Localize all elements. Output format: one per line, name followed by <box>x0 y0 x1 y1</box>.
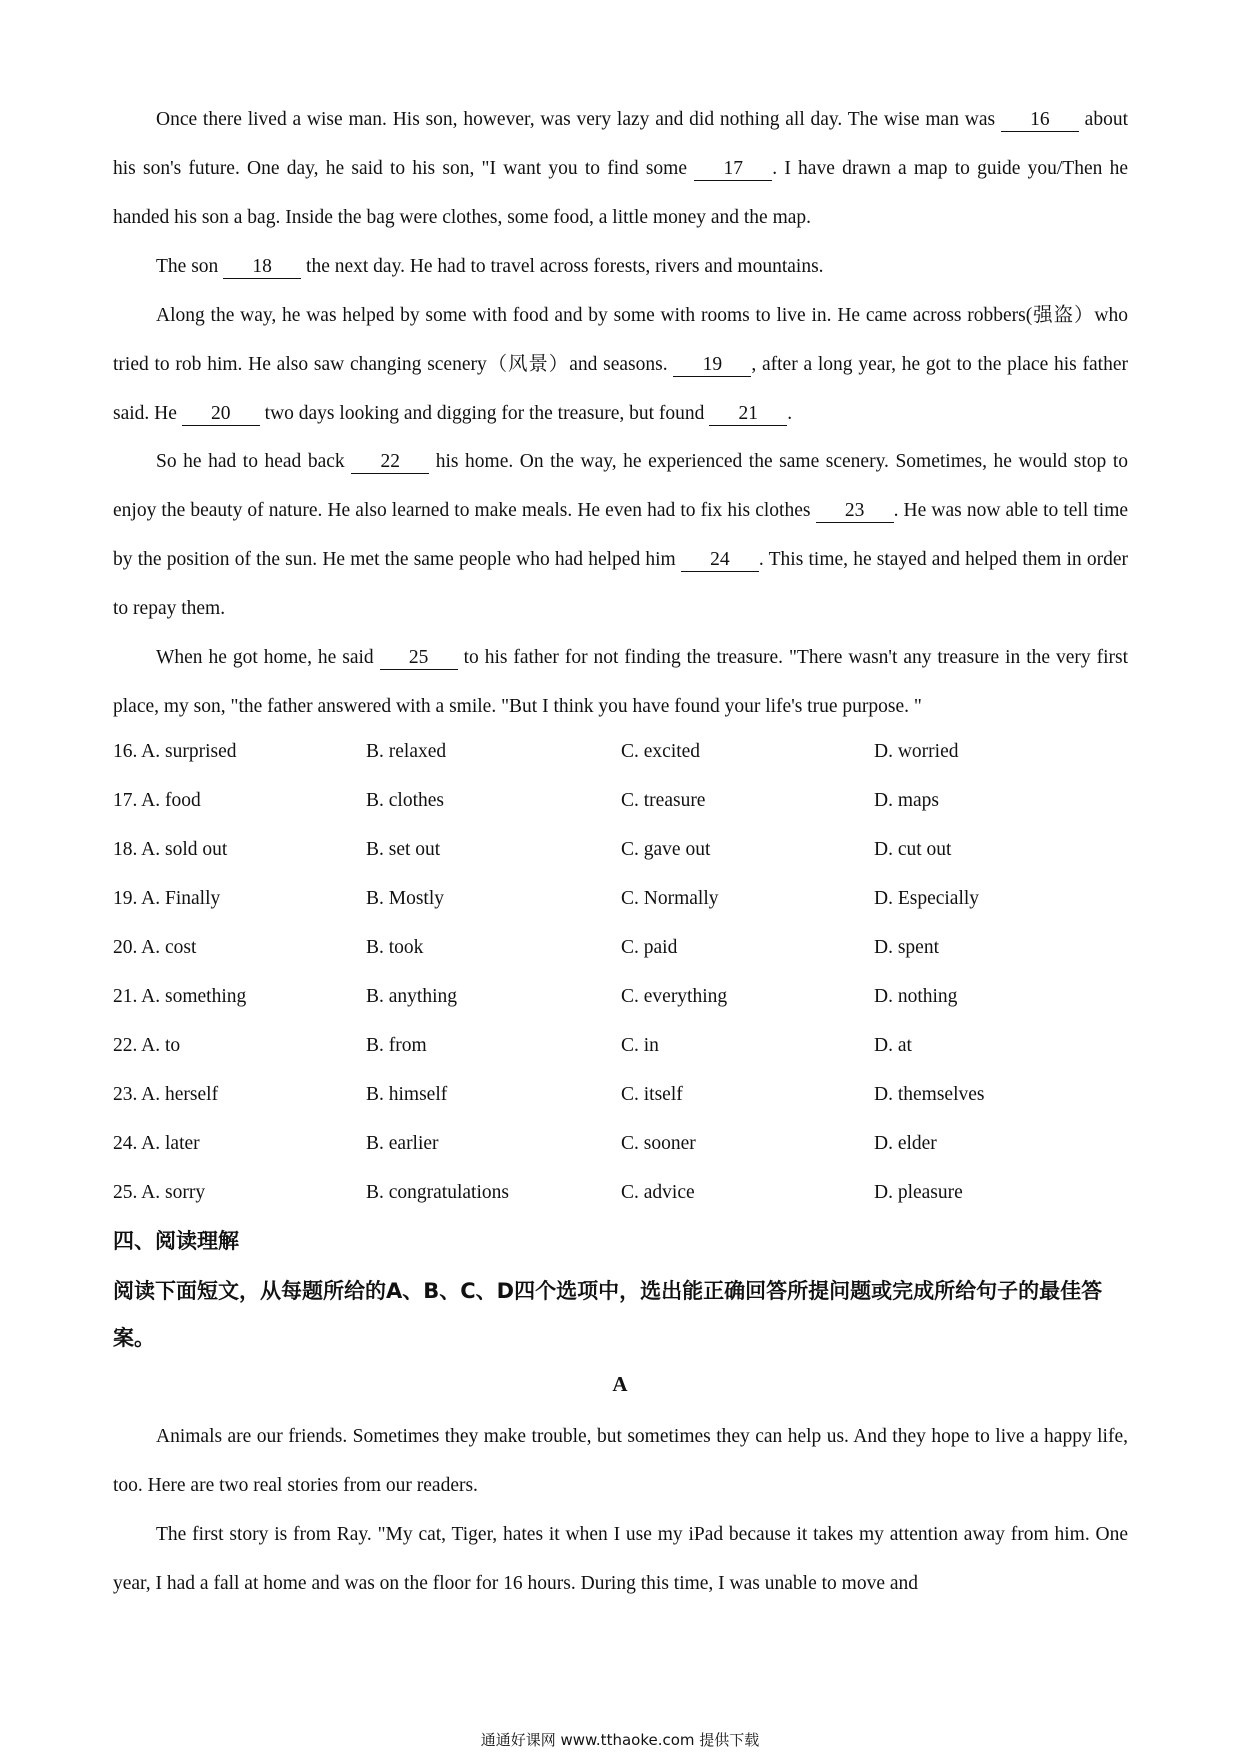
blank-22: 22 <box>351 451 429 474</box>
option-c: C. itself <box>621 1084 683 1105</box>
option-c: C. paid <box>621 937 678 958</box>
option-a: 16. A. surprised <box>113 741 237 762</box>
passage-paragraph-2 <box>113 242 1128 291</box>
passage-text: Along the way, he was helped by some with food and by some with rooms to live in. He came across robbers(强盗）who tried to rob him. He also saw changing scenery（风景）and seasons. <box>113 305 1128 375</box>
passage-text: When he got home, he said <box>156 647 380 668</box>
option-d: D. worried <box>874 741 959 762</box>
option-d: D. Especially <box>874 888 980 909</box>
question-25-options <box>113 1182 1128 1212</box>
blank-25: 25 <box>380 647 458 670</box>
option-c: C. gave out <box>621 839 711 860</box>
option-b: B. took <box>366 937 424 958</box>
option-c: C. Normally <box>621 888 719 909</box>
option-b: B. himself <box>366 1084 448 1105</box>
question-18-options <box>113 839 1128 869</box>
option-d: D. maps <box>874 790 939 811</box>
question-22-options <box>113 1035 1128 1065</box>
blank-23: 23 <box>816 500 894 523</box>
option-b: B. relaxed <box>366 741 447 762</box>
option-a: 24. A. later <box>113 1133 200 1154</box>
reading-a-paragraph-2: The first story is from Ray. "My cat, Tiger, hates it when I use my iPad because it takes my attention away from him. One year, I had a fall at home and was on the floor for 16 hours. During this time, I was unable to move and <box>113 1524 1128 1594</box>
option-b: B. from <box>366 1035 427 1056</box>
option-b: B. earlier <box>366 1133 439 1154</box>
option-c: C. advice <box>621 1182 695 1203</box>
option-c: C. in <box>621 1035 659 1056</box>
option-a: 25. A. sorry <box>113 1182 206 1203</box>
passage-text: . <box>787 403 793 424</box>
question-19-options <box>113 888 1128 918</box>
passage-text: So he had to head back <box>156 451 352 472</box>
question-20-options <box>113 937 1128 967</box>
passage-paragraph-4 <box>113 437 1128 633</box>
option-c: C. sooner <box>621 1133 696 1154</box>
blank-19: 19 <box>673 354 751 377</box>
question-23-options <box>113 1084 1128 1114</box>
blank-18: 18 <box>223 256 301 279</box>
passage-text: Once there lived a wise man. His son, however, was very lazy and did nothing all day. The wise man was <box>156 109 1001 130</box>
option-b: B. anything <box>366 986 457 1007</box>
passage-text: about his son's future. One day, he said to his son, "I want you to find some <box>113 109 1128 179</box>
passage-text: to his father for not finding the treasure. "There wasn't any treasure in the very first place, my son, "the father answered with a smile. "But I think you have found your life's true purpose. " <box>113 647 1128 717</box>
passage-text: , after a long year, he got to the place his father said. He <box>113 354 1129 424</box>
option-d: D. at <box>874 1035 912 1056</box>
option-d: D. cut out <box>874 839 952 860</box>
option-b: B. congratulations <box>366 1182 509 1203</box>
passage-text: . I have drawn a map to guide you/Then he handed his son a bag. Inside the bag were clothes, some food, a little money and the map. <box>113 158 1128 228</box>
blank-20: 20 <box>182 403 260 426</box>
page-footer: 通通好课网 www.tthaoke.com 提供下载 <box>480 1731 760 1749</box>
option-b: B. set out <box>366 839 441 860</box>
option-a: 18. A. sold out <box>113 839 228 860</box>
passage-text: . He was now able to tell time by the position of the sun. He met the same people who had helped him <box>113 500 1129 570</box>
option-d: D. pleasure <box>874 1182 963 1203</box>
section-title: 四、阅读理解 <box>113 1229 239 1253</box>
section-instruction: 阅读下面短文，从每题所给的A、B、C、D四个选项中，选出能正确回答所提问题或完成所给句子的最佳答案。 <box>113 1279 1103 1350</box>
option-a: 22. A. to <box>113 1035 181 1056</box>
option-d: D. elder <box>874 1133 937 1154</box>
blank-16: 16 <box>1001 109 1079 132</box>
option-c: C. treasure <box>621 790 706 811</box>
passage-text: The son <box>156 256 224 277</box>
option-d: D. nothing <box>874 986 958 1007</box>
blank-21: 21 <box>709 403 787 426</box>
option-c: C. everything <box>621 986 728 1007</box>
passage-text: two days looking and digging for the treasure, but found <box>259 403 710 424</box>
option-d: D. spent <box>874 937 939 958</box>
question-17-options <box>113 790 1128 820</box>
option-c: C. excited <box>621 741 701 762</box>
question-21-options <box>113 986 1128 1016</box>
option-a: 23. A. herself <box>113 1084 219 1105</box>
passage-text: the next day. He had to travel across forests, rivers and mountains. <box>301 256 824 277</box>
passage-text: his home. On the way, he experienced the same scenery. Sometimes, he would stop to enjoy the beauty of nature. He also learned to make meals. He even had to fix his clothes <box>113 451 1128 521</box>
option-a: 19. A. Finally <box>113 888 221 909</box>
passage-a-label: A <box>612 1372 628 1396</box>
option-a: 17. A. food <box>113 790 201 811</box>
option-b: B. Mostly <box>366 888 445 909</box>
option-b: B. clothes <box>366 790 444 811</box>
option-a: 20. A. cost <box>113 937 197 958</box>
option-d: D. themselves <box>874 1084 985 1105</box>
blank-24: 24 <box>681 549 759 572</box>
reading-a-paragraph-1: Animals are our friends. Sometimes they make trouble, but sometimes they can help us. And they hope to live a happy life, too. Here are two real stories from our readers. <box>113 1426 1128 1496</box>
passage-paragraph-3 <box>113 291 1128 438</box>
question-16-options <box>113 741 1128 771</box>
passage-paragraph-1 <box>113 95 1128 242</box>
blank-17: 17 <box>694 158 772 181</box>
passage-paragraph-5 <box>113 633 1128 731</box>
question-24-options <box>113 1133 1128 1163</box>
passage-text: . This time, he stayed and helped them in order to repay them. <box>113 549 1128 619</box>
option-a: 21. A. something <box>113 986 247 1007</box>
